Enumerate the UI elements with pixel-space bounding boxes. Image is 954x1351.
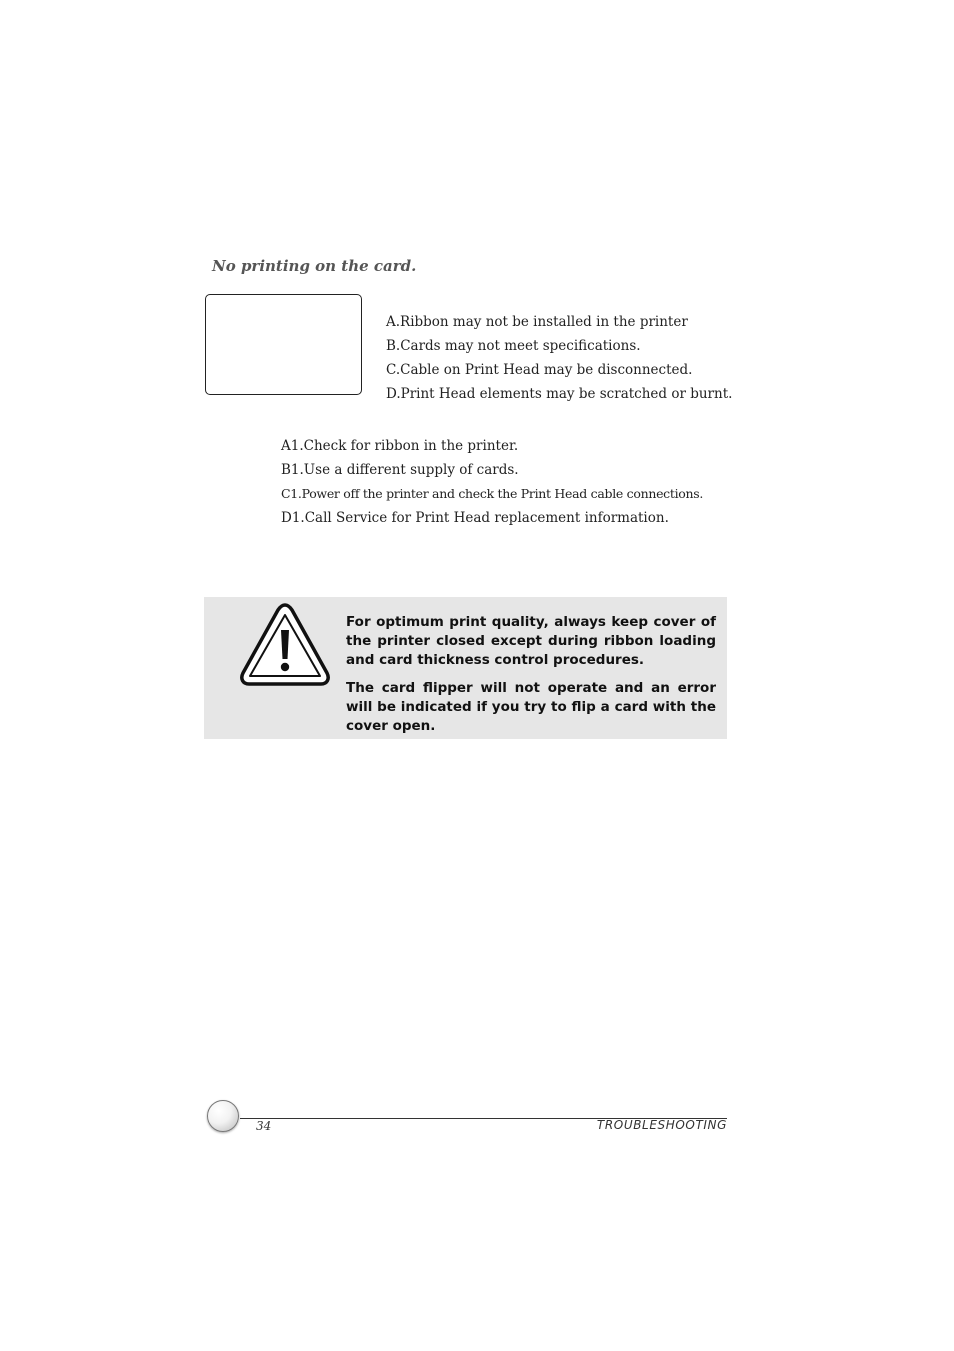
warning-box [204, 597, 727, 739]
cause-item-b: B.Cards may not meet specifications. [386, 338, 641, 354]
page-marker-circle [207, 1100, 239, 1132]
footer-section-name: TROUBLESHOOTING [596, 1118, 727, 1132]
warning-paragraph-2: The card flipper will not operate and an error will be indicated if you try to flip a card with the cover open. [346, 680, 716, 734]
section-heading: No printing on the card. [212, 257, 417, 275]
solutions-list [281, 434, 703, 530]
warning-paragraph-1: For optimum print quality, always keep cover of the printer closed except during ribbon loading and card thickness control procedures. [346, 614, 716, 668]
cause-item-d: D.Print Head elements may be scratched or burnt. [386, 386, 733, 402]
page-number: 34 [256, 1119, 272, 1133]
cause-item-a: A.Ribbon may not be installed in the printer [386, 314, 688, 330]
causes-list [386, 310, 732, 406]
blank-card-illustration [205, 294, 362, 395]
solution-item-a1: A1.Check for ribbon in the printer. [281, 438, 519, 454]
solution-item-b1: B1.Use a different supply of cards. [281, 462, 519, 478]
warning-triangle-icon [239, 601, 331, 687]
solution-item-d1: D1.Call Service for Print Head replacement information. [281, 510, 669, 526]
cause-item-c: C.Cable on Print Head may be disconnected. [386, 362, 693, 378]
solution-item-c1: C1.Power off the printer and check the Print Head cable connections. [281, 486, 704, 501]
warning-text [346, 613, 716, 745]
